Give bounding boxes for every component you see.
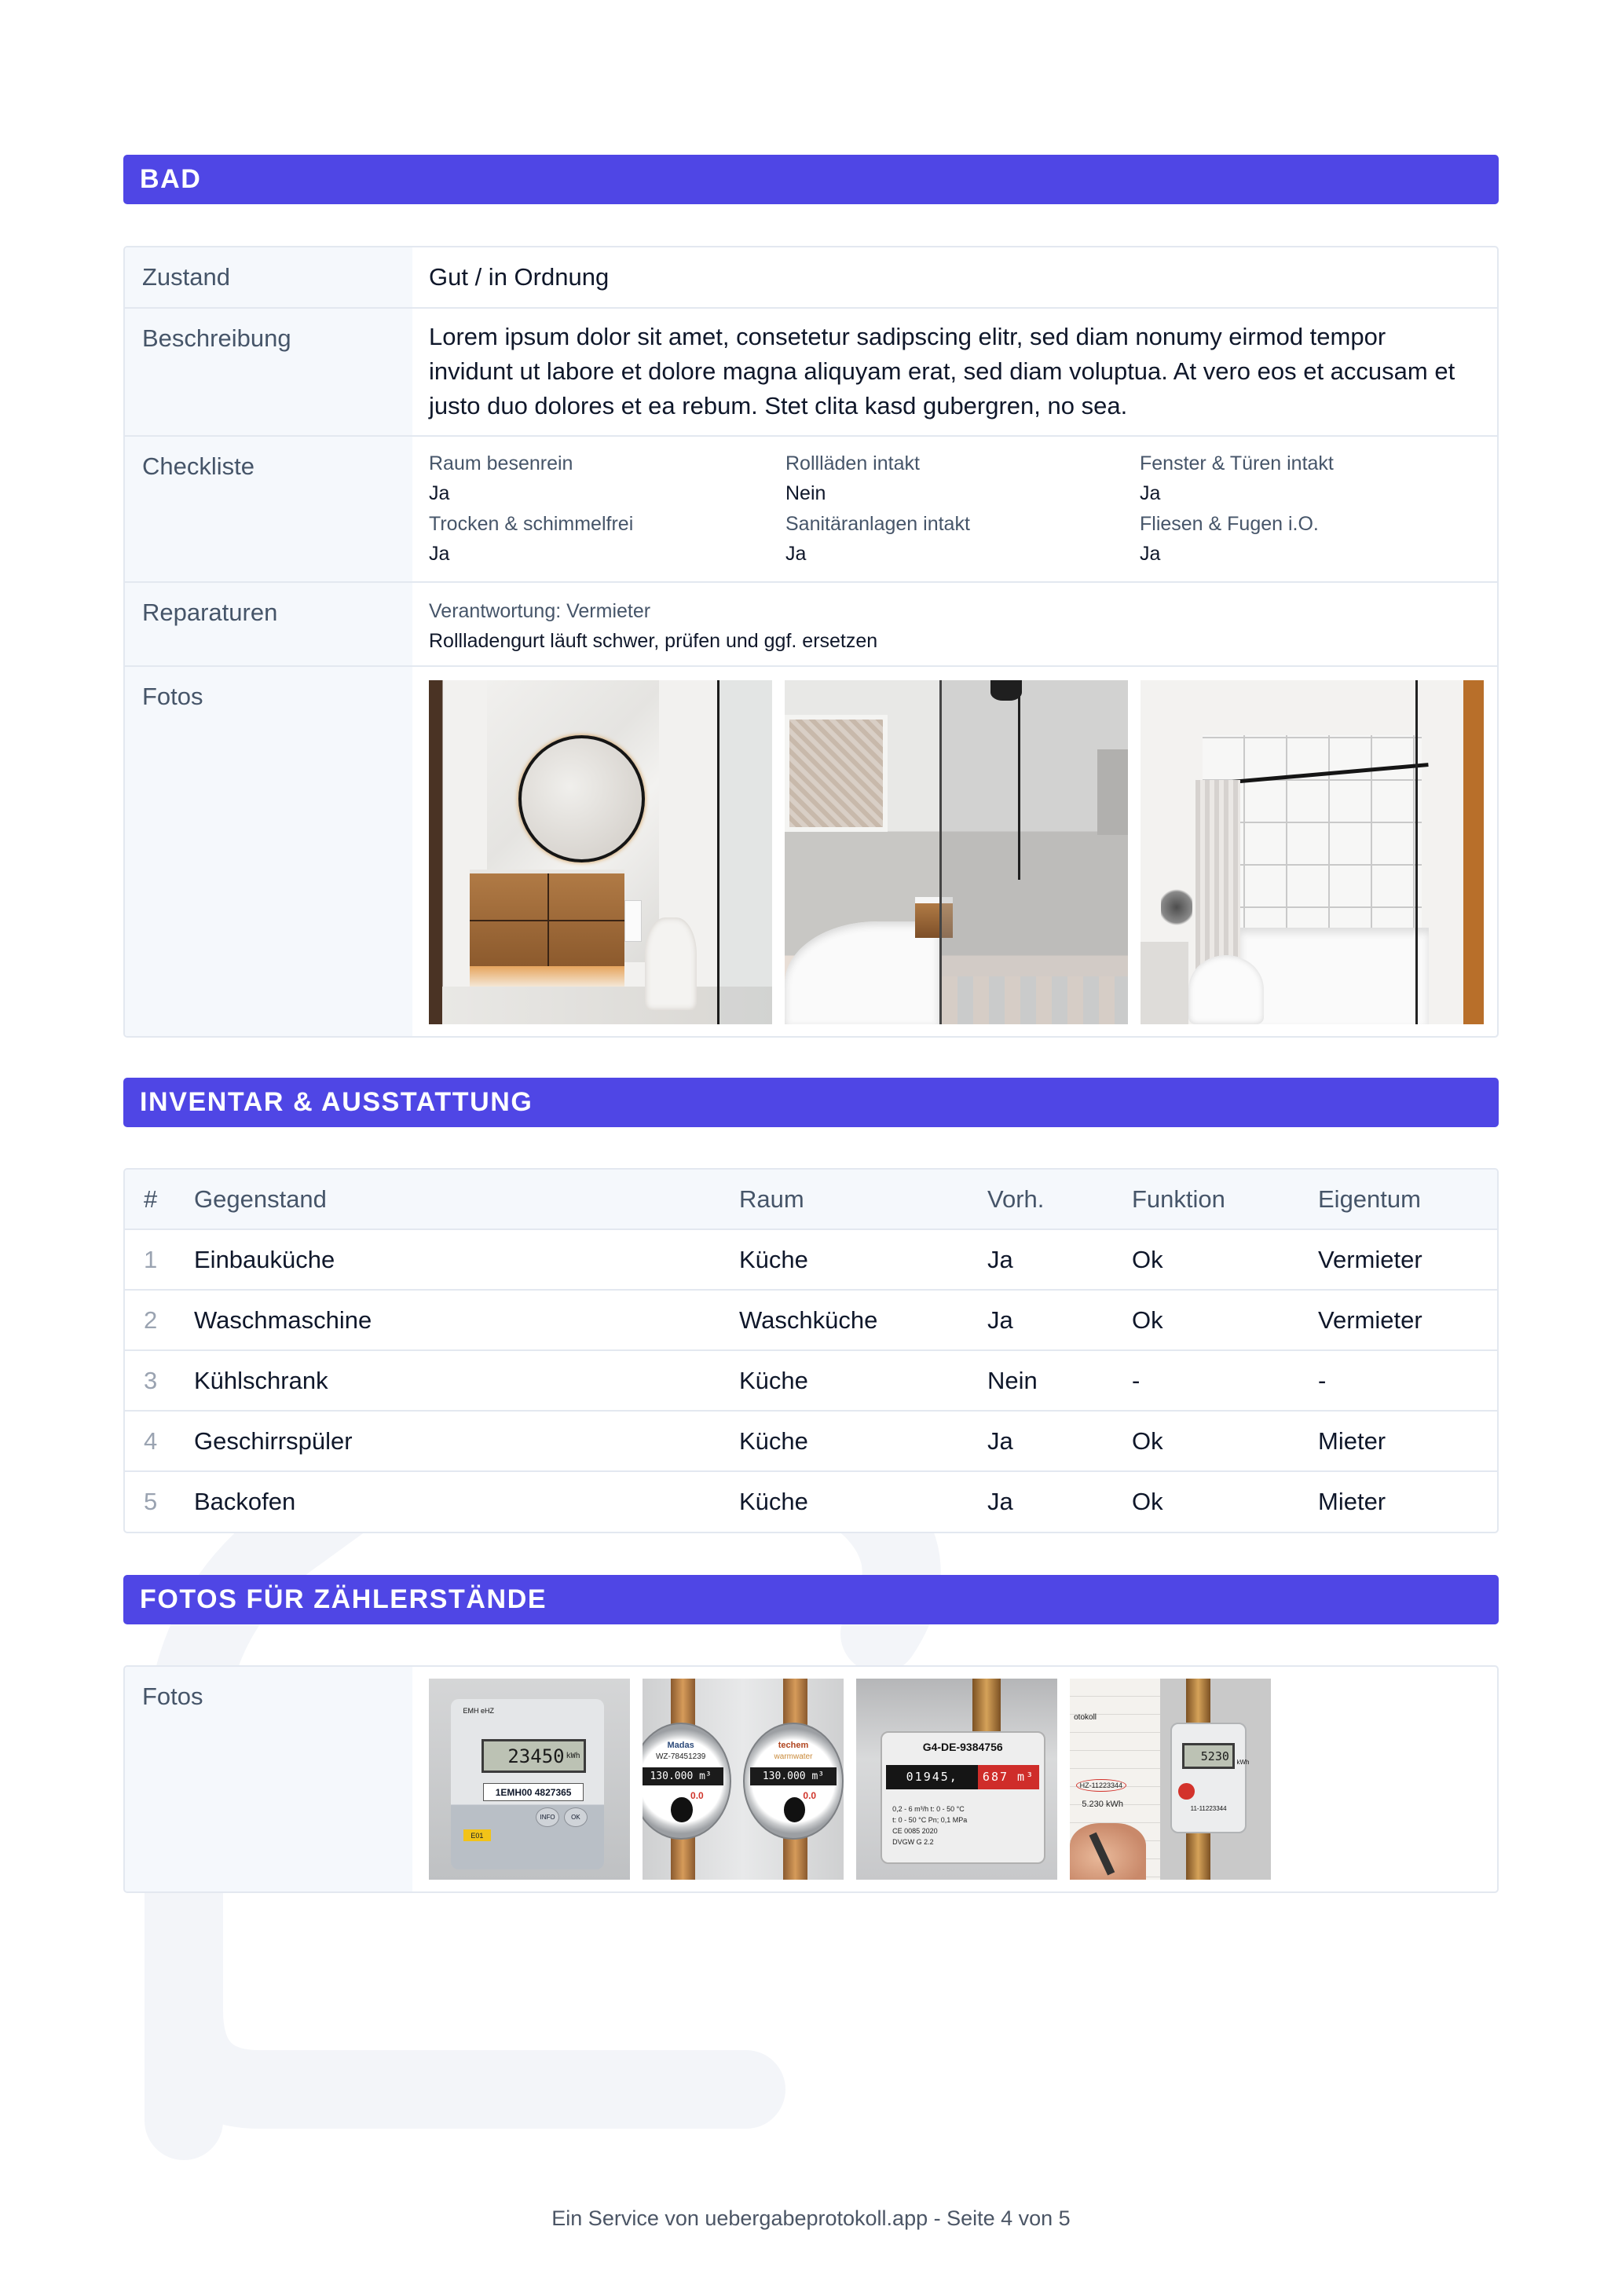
row-zustand bbox=[125, 247, 1497, 309]
meter-spec-line: 0,2 - 6 m³/h t: 0 - 50 °C bbox=[892, 1804, 965, 1813]
column-header-number: # bbox=[125, 1170, 194, 1229]
cell-gegenstand: Kühlschrank bbox=[194, 1350, 739, 1411]
meter-id: G4-DE-9384756 bbox=[922, 1741, 1003, 1754]
cell-eigentum: Vermieter bbox=[1318, 1229, 1497, 1290]
cell-vorhanden: Ja bbox=[987, 1471, 1132, 1532]
cell-vorhanden: Ja bbox=[987, 1290, 1132, 1350]
meter-subtitle: warmwater bbox=[774, 1752, 813, 1762]
meter-display bbox=[481, 1739, 586, 1774]
column-header-funktion: Funktion bbox=[1132, 1170, 1318, 1229]
meter-brand: EMH eHZ bbox=[463, 1706, 495, 1715]
meter-serial: 1EMH00 4827365 bbox=[483, 1783, 584, 1801]
photo-heat-meter[interactable] bbox=[1070, 1679, 1271, 1880]
row-meter-fotos bbox=[125, 1667, 1497, 1891]
meter-spec-line: DVGW G 2.2 bbox=[892, 1837, 934, 1846]
cell-eigentum: Mieter bbox=[1318, 1471, 1497, 1532]
meter-info-button-glyph: INFO bbox=[536, 1807, 560, 1828]
meter-display bbox=[1182, 1743, 1235, 1769]
photo-bathroom-2[interactable] bbox=[785, 680, 1128, 1024]
checklist-item-label: Fenster & Türen intakt bbox=[1140, 452, 1334, 474]
label-fotos: Fotos bbox=[125, 1667, 412, 1891]
checklist-item bbox=[429, 510, 785, 569]
table-header-row bbox=[125, 1170, 1497, 1229]
checklist-item bbox=[785, 510, 1140, 569]
cell-number: 2 bbox=[125, 1290, 194, 1350]
meter-red-value: 0.0 bbox=[690, 1790, 704, 1802]
note-meter-value: 5.230 kWh bbox=[1082, 1799, 1123, 1809]
cell-number: 5 bbox=[125, 1471, 194, 1532]
checklist-item bbox=[1140, 449, 1481, 508]
meter-unit: kWh bbox=[566, 1752, 580, 1761]
checklist-item-value: Ja bbox=[429, 482, 450, 504]
cell-funktion: Ok bbox=[1132, 1411, 1318, 1471]
checklist bbox=[412, 437, 1497, 581]
table-row bbox=[125, 1350, 1497, 1411]
page-footer: Ein Service von uebergabeprotokoll.app - Seite 4 von 5 bbox=[551, 2206, 1071, 2230]
meter-specs bbox=[892, 1803, 967, 1847]
column-header-gegenstand: Gegenstand bbox=[194, 1170, 739, 1229]
repair-description: Rollladengurt läuft schwer, prüfen und ggf. ersetzen bbox=[429, 630, 878, 652]
repairs bbox=[412, 583, 1497, 665]
clipboard-text: otokoll bbox=[1074, 1712, 1097, 1722]
meter-counter bbox=[886, 1765, 1039, 1789]
cell-raum: Waschküche bbox=[739, 1290, 987, 1350]
cell-gegenstand: Einbauküche bbox=[194, 1229, 739, 1290]
table-row bbox=[125, 1290, 1497, 1350]
table-row bbox=[125, 1471, 1497, 1532]
label-fotos: Fotos bbox=[125, 667, 412, 1036]
section-header-bad: BAD bbox=[123, 155, 1499, 204]
photo-water-meters[interactable] bbox=[643, 1679, 844, 1880]
label-checkliste: Checkliste bbox=[125, 437, 412, 581]
inventory-table-card bbox=[123, 1168, 1499, 1533]
cell-funktion: Ok bbox=[1132, 1229, 1318, 1290]
cell-raum: Küche bbox=[739, 1411, 987, 1471]
row-reparaturen bbox=[125, 583, 1497, 667]
table-row bbox=[125, 1411, 1497, 1471]
label-reparaturen: Reparaturen bbox=[125, 583, 412, 665]
note-meter-id: HZ-11223344 bbox=[1076, 1779, 1126, 1792]
repair-responsibility: Verantwortung: Vermieter bbox=[429, 600, 651, 622]
value-beschreibung: Lorem ipsum dolor sit amet, consetetur sadipscing elitr, sed diam nonumy eirmod tempor invidunt ut labore et dolore magna aliquyam erat, sed diam voluptua. At vero eos et accusam et justo duo dolores et ea rebum. Stet clita kasd gubergren, no sea. bbox=[429, 323, 1455, 419]
meter-brand: techem bbox=[778, 1740, 809, 1750]
meter-photos-card bbox=[123, 1665, 1499, 1893]
cell-vorhanden: Ja bbox=[987, 1229, 1132, 1290]
cell-funktion: - bbox=[1132, 1350, 1318, 1411]
meter-label: 11-11223344 bbox=[1190, 1805, 1227, 1813]
meter-unit: kWh bbox=[1236, 1759, 1250, 1767]
cell-number: 4 bbox=[125, 1411, 194, 1471]
table-row bbox=[125, 1229, 1497, 1290]
cell-number: 1 bbox=[125, 1229, 194, 1290]
row-fotos bbox=[125, 667, 1497, 1036]
cell-gegenstand: Waschmaschine bbox=[194, 1290, 739, 1350]
meter-spec-line: CE 0085 2020 bbox=[892, 1826, 938, 1835]
meter-reading: 130.000 m³ bbox=[750, 1767, 836, 1785]
meter-brand: Madas bbox=[667, 1740, 694, 1750]
row-beschreibung bbox=[125, 309, 1497, 437]
meter-badge: E01 bbox=[463, 1829, 492, 1841]
cell-number: 3 bbox=[125, 1350, 194, 1411]
column-header-raum: Raum bbox=[739, 1170, 987, 1229]
checklist-item-value: Ja bbox=[429, 543, 450, 565]
cell-raum: Küche bbox=[739, 1350, 987, 1411]
meter-reading-integer: 01945, bbox=[886, 1765, 978, 1789]
photo-electricity-meter[interactable] bbox=[429, 1679, 630, 1880]
cell-gegenstand: Geschirrspüler bbox=[194, 1411, 739, 1471]
label-zustand: Zustand bbox=[125, 247, 412, 307]
cell-funktion: Ok bbox=[1132, 1471, 1318, 1532]
checklist-item-value: Nein bbox=[785, 482, 826, 504]
photo-gas-meter[interactable] bbox=[856, 1679, 1057, 1880]
checklist-item bbox=[785, 449, 1140, 508]
cell-raum: Küche bbox=[739, 1229, 987, 1290]
meter-reading: 23450 bbox=[507, 1745, 565, 1767]
checklist-item-label: Rollläden intakt bbox=[785, 452, 920, 474]
row-checkliste bbox=[125, 437, 1497, 583]
value-zustand: Gut / in Ordnung bbox=[429, 263, 610, 291]
cell-eigentum: - bbox=[1318, 1350, 1497, 1411]
checklist-item-value: Ja bbox=[785, 543, 807, 565]
meter-ok-button-glyph: OK bbox=[564, 1807, 588, 1828]
meter-id: WZ-78451239 bbox=[655, 1752, 706, 1762]
cell-raum: Küche bbox=[739, 1471, 987, 1532]
meter-reading-decimal: 687 m³ bbox=[978, 1765, 1039, 1789]
checklist-item bbox=[429, 449, 785, 508]
label-beschreibung: Beschreibung bbox=[125, 309, 412, 435]
room-details-card-bad bbox=[123, 246, 1499, 1038]
cell-gegenstand: Backofen bbox=[194, 1471, 739, 1532]
photo-bathroom-3[interactable] bbox=[1141, 680, 1484, 1024]
checklist-item-label: Raum besenrein bbox=[429, 452, 573, 474]
cell-eigentum: Mieter bbox=[1318, 1411, 1497, 1471]
photo-gallery bbox=[412, 667, 1499, 1036]
checklist-item-label: Trocken & schimmelfrei bbox=[429, 513, 634, 535]
column-header-vorhanden: Vorh. bbox=[987, 1170, 1132, 1229]
checklist-item-label: Fliesen & Fugen i.O. bbox=[1140, 513, 1319, 535]
cell-eigentum: Vermieter bbox=[1318, 1290, 1497, 1350]
cell-funktion: Ok bbox=[1132, 1290, 1318, 1350]
meter-photo-gallery bbox=[412, 1667, 1497, 1891]
cell-vorhanden: Nein bbox=[987, 1350, 1132, 1411]
section-header-zaehler: FOTOS FÜR ZÄHLERSTÄNDE bbox=[123, 1575, 1499, 1624]
checklist-item-label: Sanitäranlagen intakt bbox=[785, 513, 970, 535]
cell-vorhanden: Ja bbox=[987, 1411, 1132, 1471]
meter-spec-line: t: 0 - 50 °C Pn; 0,1 MPa bbox=[892, 1815, 968, 1824]
inventory-table bbox=[125, 1170, 1497, 1532]
meter-reading: 130.000 m³ bbox=[643, 1767, 723, 1785]
section-header-inventar: INVENTAR & AUSSTATTUNG bbox=[123, 1078, 1499, 1127]
column-header-eigentum: Eigentum bbox=[1318, 1170, 1497, 1229]
photo-bathroom-1[interactable] bbox=[429, 680, 772, 1024]
checklist-item bbox=[1140, 510, 1481, 569]
checklist-item-value: Ja bbox=[1140, 482, 1161, 504]
checklist-item-value: Ja bbox=[1140, 543, 1161, 565]
meter-red-value: 0.0 bbox=[803, 1790, 817, 1802]
meter-reading: 5230 bbox=[1200, 1749, 1229, 1763]
